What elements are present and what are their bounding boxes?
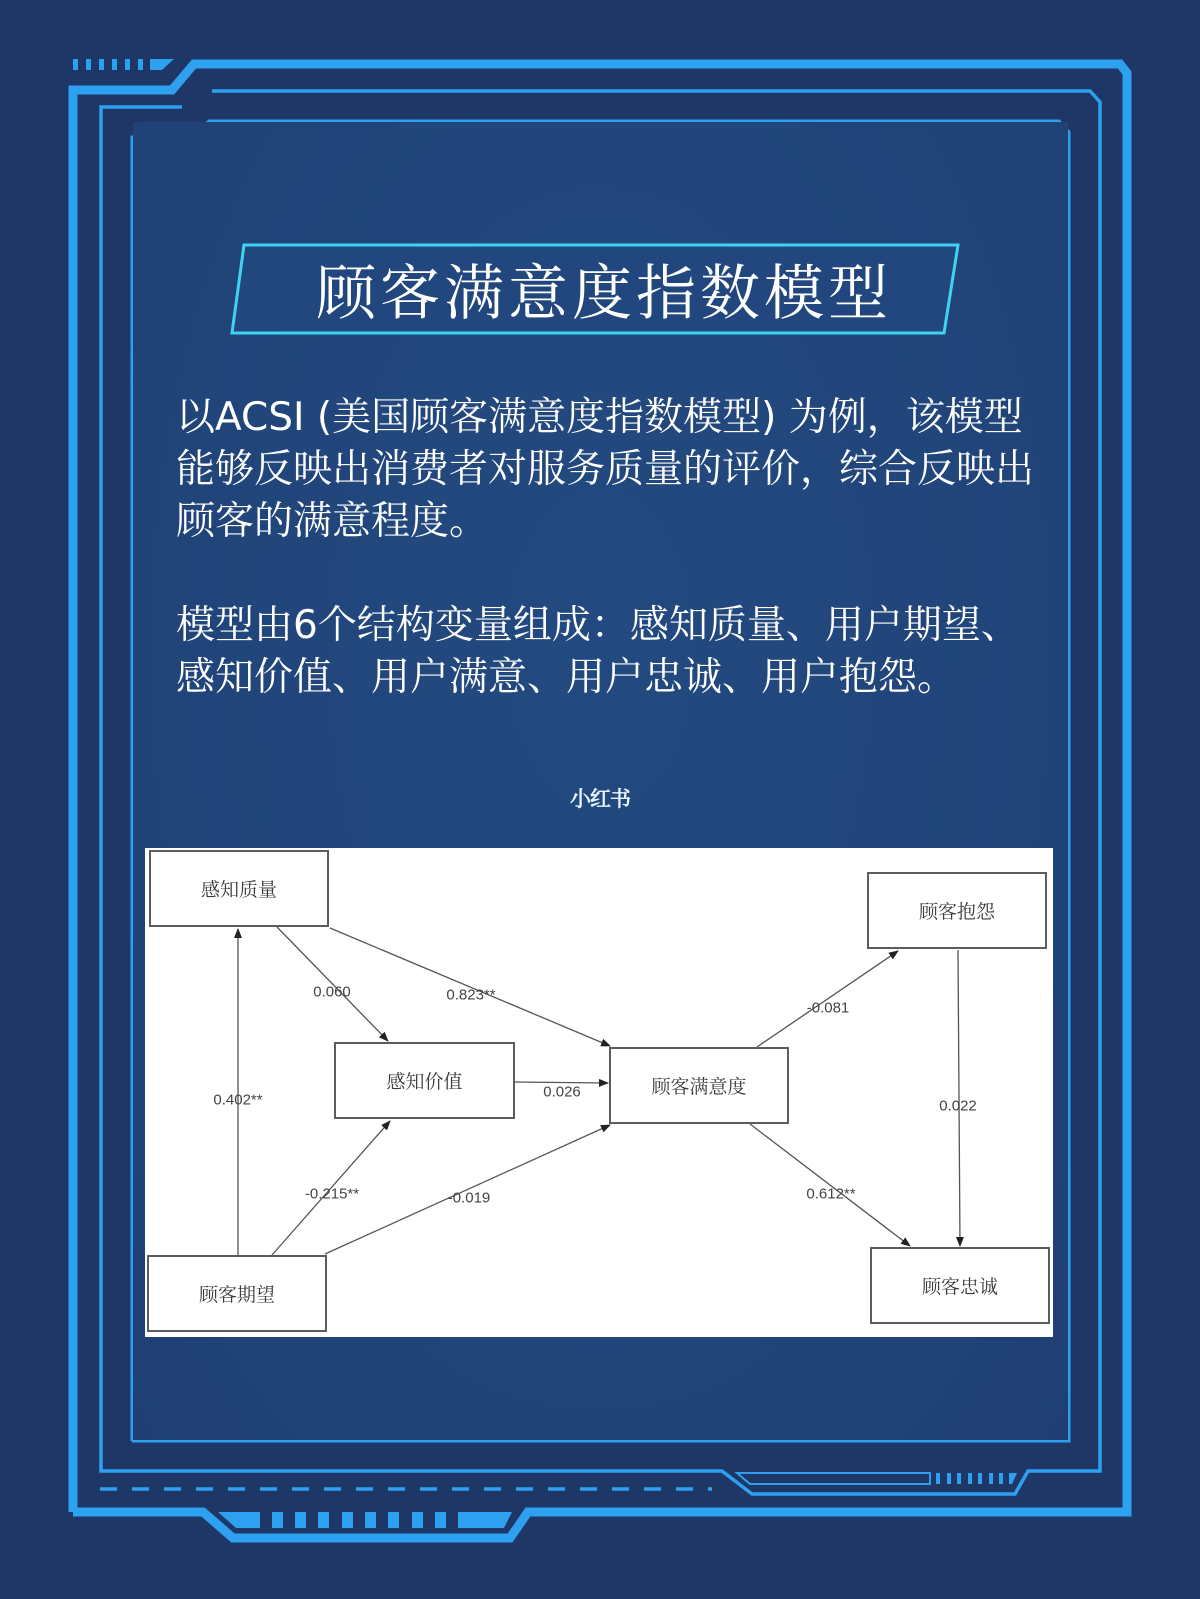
page-title: 顾客满意度指数模型 [316, 259, 892, 329]
variables-paragraph: 模型由6个结构变量组成：感知质量、用户期望、感知价值、用户满意、用户忠诚、用户抱怨。 [176, 603, 1020, 700]
xiaohongshu-watermark: 小红书 [570, 787, 630, 811]
node-customer-satisfaction: 顾客满意度 [609, 1047, 789, 1124]
node-customer-loyalty: 顾客忠诚 [870, 1247, 1050, 1324]
bottom-right-slot [737, 1473, 930, 1484]
edge-label-quality-satisfaction: 0.823** [446, 986, 496, 1004]
edge-label-quality-value: 0.060 [313, 983, 351, 1001]
edge-label-value-satisfaction: 0.026 [543, 1083, 581, 1101]
edge-label-expectation-quality: 0.402** [213, 1091, 263, 1109]
node-customer-complaint: 顾客抱怨 [867, 872, 1047, 949]
title-banner [230, 243, 960, 335]
edge-label-complaint-loyalty: 0.022 [939, 1097, 977, 1115]
edge-label-expectation-value: -0.215** [304, 1185, 360, 1203]
node-customer-expectation: 顾客期望 [147, 1255, 327, 1332]
edge-label-expectation-satisfaction: -0.019 [447, 1189, 491, 1207]
intro-paragraph: 以ACSI (美国顾客满意度指数模型) 为例，该模型能够反映出消费者对服务质量的评价，综合反映出顾客的满意程度。 [176, 395, 1035, 544]
edge-label-satisfaction-loyalty: 0.612** [806, 1185, 856, 1203]
edge-label-satisfaction-complaint: -0.081 [806, 999, 850, 1017]
node-perceived-value: 感知价值 [334, 1042, 515, 1119]
acsi-model-diagram [145, 848, 1053, 1337]
node-perceived-quality: 感知质量 [149, 850, 329, 927]
